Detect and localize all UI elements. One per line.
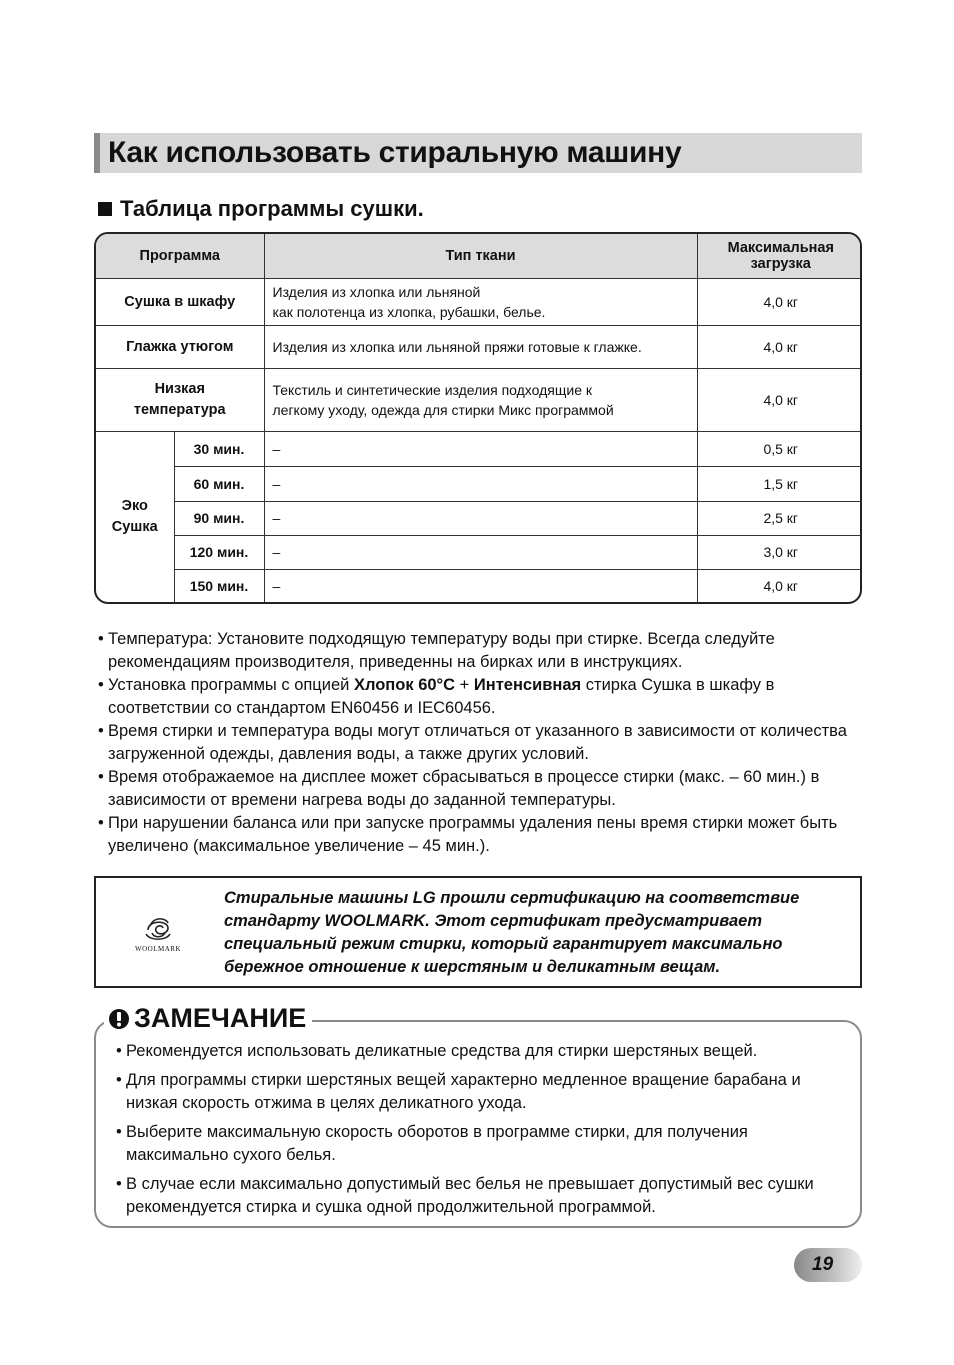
program-cell: Низкая температура (96, 368, 264, 431)
table-row (96, 501, 862, 535)
woolmark-text: Стиральные машины LG прошли сертификацию на соответствие стандарту WOOLMARK. Этот сертификат предусматривает специальный режим стирки, который гарантирует максимально бережное отношение к шерстяным и деликатным вещам. (224, 889, 800, 976)
fabric-line: легкому уходу, одежда для стирки Микс программой (272, 401, 614, 418)
note-item: • Время отображаемое на дисплее может сбрасываться в процессе стирки (макс. – 60 мин.) в зависимости от времени нагрева воды до заданной температуры. (98, 766, 868, 812)
load-cell: 2,5 кг (697, 501, 862, 535)
fabric-line: Изделия из хлопка или льняной (272, 283, 481, 300)
note-emphasis: Интенсивная (473, 676, 582, 694)
remark-item: • Рекомендуется использовать деликатные средства для стирки шерстяных вещей. (116, 1040, 836, 1063)
load-cell: 4,0 кг (697, 278, 862, 325)
load-cell: 4,0 кг (697, 325, 862, 368)
fabric-cell: – (264, 466, 697, 501)
header-fabric: Тип ткани (264, 234, 697, 278)
square-bullet-icon (98, 202, 112, 216)
note-text: Установка программы с опцией (108, 676, 354, 694)
section-heading (98, 196, 424, 222)
load-cell: 1,5 кг (697, 466, 862, 501)
table-row (96, 569, 862, 602)
remark-list (116, 1040, 836, 1225)
table-row (96, 368, 862, 431)
fabric-cell (264, 278, 697, 325)
eco-time-cell: 60 мин. (174, 466, 264, 501)
header-program: Программа (96, 234, 264, 278)
remark-title-text: ЗАМЕЧАНИЕ (134, 1003, 307, 1033)
section-heading-text: Таблица программы сушки. (120, 196, 424, 221)
note-item (98, 674, 868, 720)
page-number-badge (794, 1248, 862, 1282)
load-cell: 0,5 кг (697, 431, 862, 466)
fabric-cell: Изделия из хлопка или льняной пряжи готовые к глажке. (264, 325, 697, 368)
page-title: Как использовать стиральную машину (108, 136, 682, 169)
table-row (96, 466, 862, 501)
note-text: стирка Сушка в шкафу в соответствии со стандартом EN60456 и IEC60456. (108, 676, 775, 717)
note-item: • Температура: Установите подходящую температуру воды при стирке. Всегда следуйте рекомендациям производителя, приведенны на бирках или в инструкциях. (98, 628, 868, 674)
header-max-load: Максимальная загрузка (697, 234, 862, 278)
info-icon (108, 1008, 130, 1030)
load-cell: 4,0 кг (697, 368, 862, 431)
table-row (96, 278, 862, 325)
note-item: • При нарушении баланса или при запуске программы удаления пены время стирки может быть увеличено (максимальное увеличение – 45 мин.). (98, 812, 868, 858)
load-cell: 4,0 кг (697, 569, 862, 602)
fabric-cell: – (264, 501, 697, 535)
woolmark-box (94, 876, 862, 988)
fabric-line: Текстиль и синтетические изделия подходящие к (272, 381, 593, 398)
table-header-row (96, 234, 862, 278)
load-cell: 3,0 кг (697, 535, 862, 569)
eco-time-cell: 30 мин. (174, 431, 264, 466)
notes-list (98, 628, 868, 858)
note-item: • Время стирки и температура воды могут отличаться от указанного в зависимости от количества загруженной одежды, давления воды, а также других условий. (98, 720, 868, 766)
fabric-cell (264, 368, 697, 431)
table-row (96, 431, 862, 466)
page-title-bar (94, 133, 862, 173)
remark-title (104, 1003, 312, 1034)
remark-item: • В случае если максимально допустимый вес белья не превышает допустимый вес сушки рекомендуется стирка и сушка одной продолжительной программой. (116, 1173, 836, 1219)
eco-time-cell: 120 мин. (174, 535, 264, 569)
woolmark-label: WOOLMARK (135, 945, 181, 953)
fabric-cell: – (264, 431, 697, 466)
remark-item: • Для программы стирки шерстяных вещей характерно медленное вращение барабана и низкая скорость отжима в целях деликатного ухода. (116, 1069, 836, 1115)
fabric-line: как полотенца из хлопка, рубашки, белье. (272, 303, 546, 320)
woolmark-logo (132, 914, 184, 953)
eco-time-cell: 90 мин. (174, 501, 264, 535)
eco-time-cell: 150 мин. (174, 569, 264, 602)
woolmark-icon (144, 914, 172, 942)
remark-item: • Выберите максимальную скорость оборотов в программе стирки, для получения максимально сухого белья. (116, 1121, 836, 1167)
drying-program-table (94, 232, 862, 604)
eco-program-cell: Эко Сушка (96, 431, 174, 602)
page-number: 19 (812, 1254, 834, 1275)
program-cell: Глажка утюгом (96, 325, 264, 368)
note-text: + (455, 676, 474, 694)
fabric-cell: – (264, 535, 697, 569)
program-cell: Сушка в шкафу (96, 278, 264, 325)
fabric-cell: – (264, 569, 697, 602)
note-emphasis: Хлопок 60°C (353, 676, 456, 694)
table-row (96, 325, 862, 368)
table-row (96, 535, 862, 569)
